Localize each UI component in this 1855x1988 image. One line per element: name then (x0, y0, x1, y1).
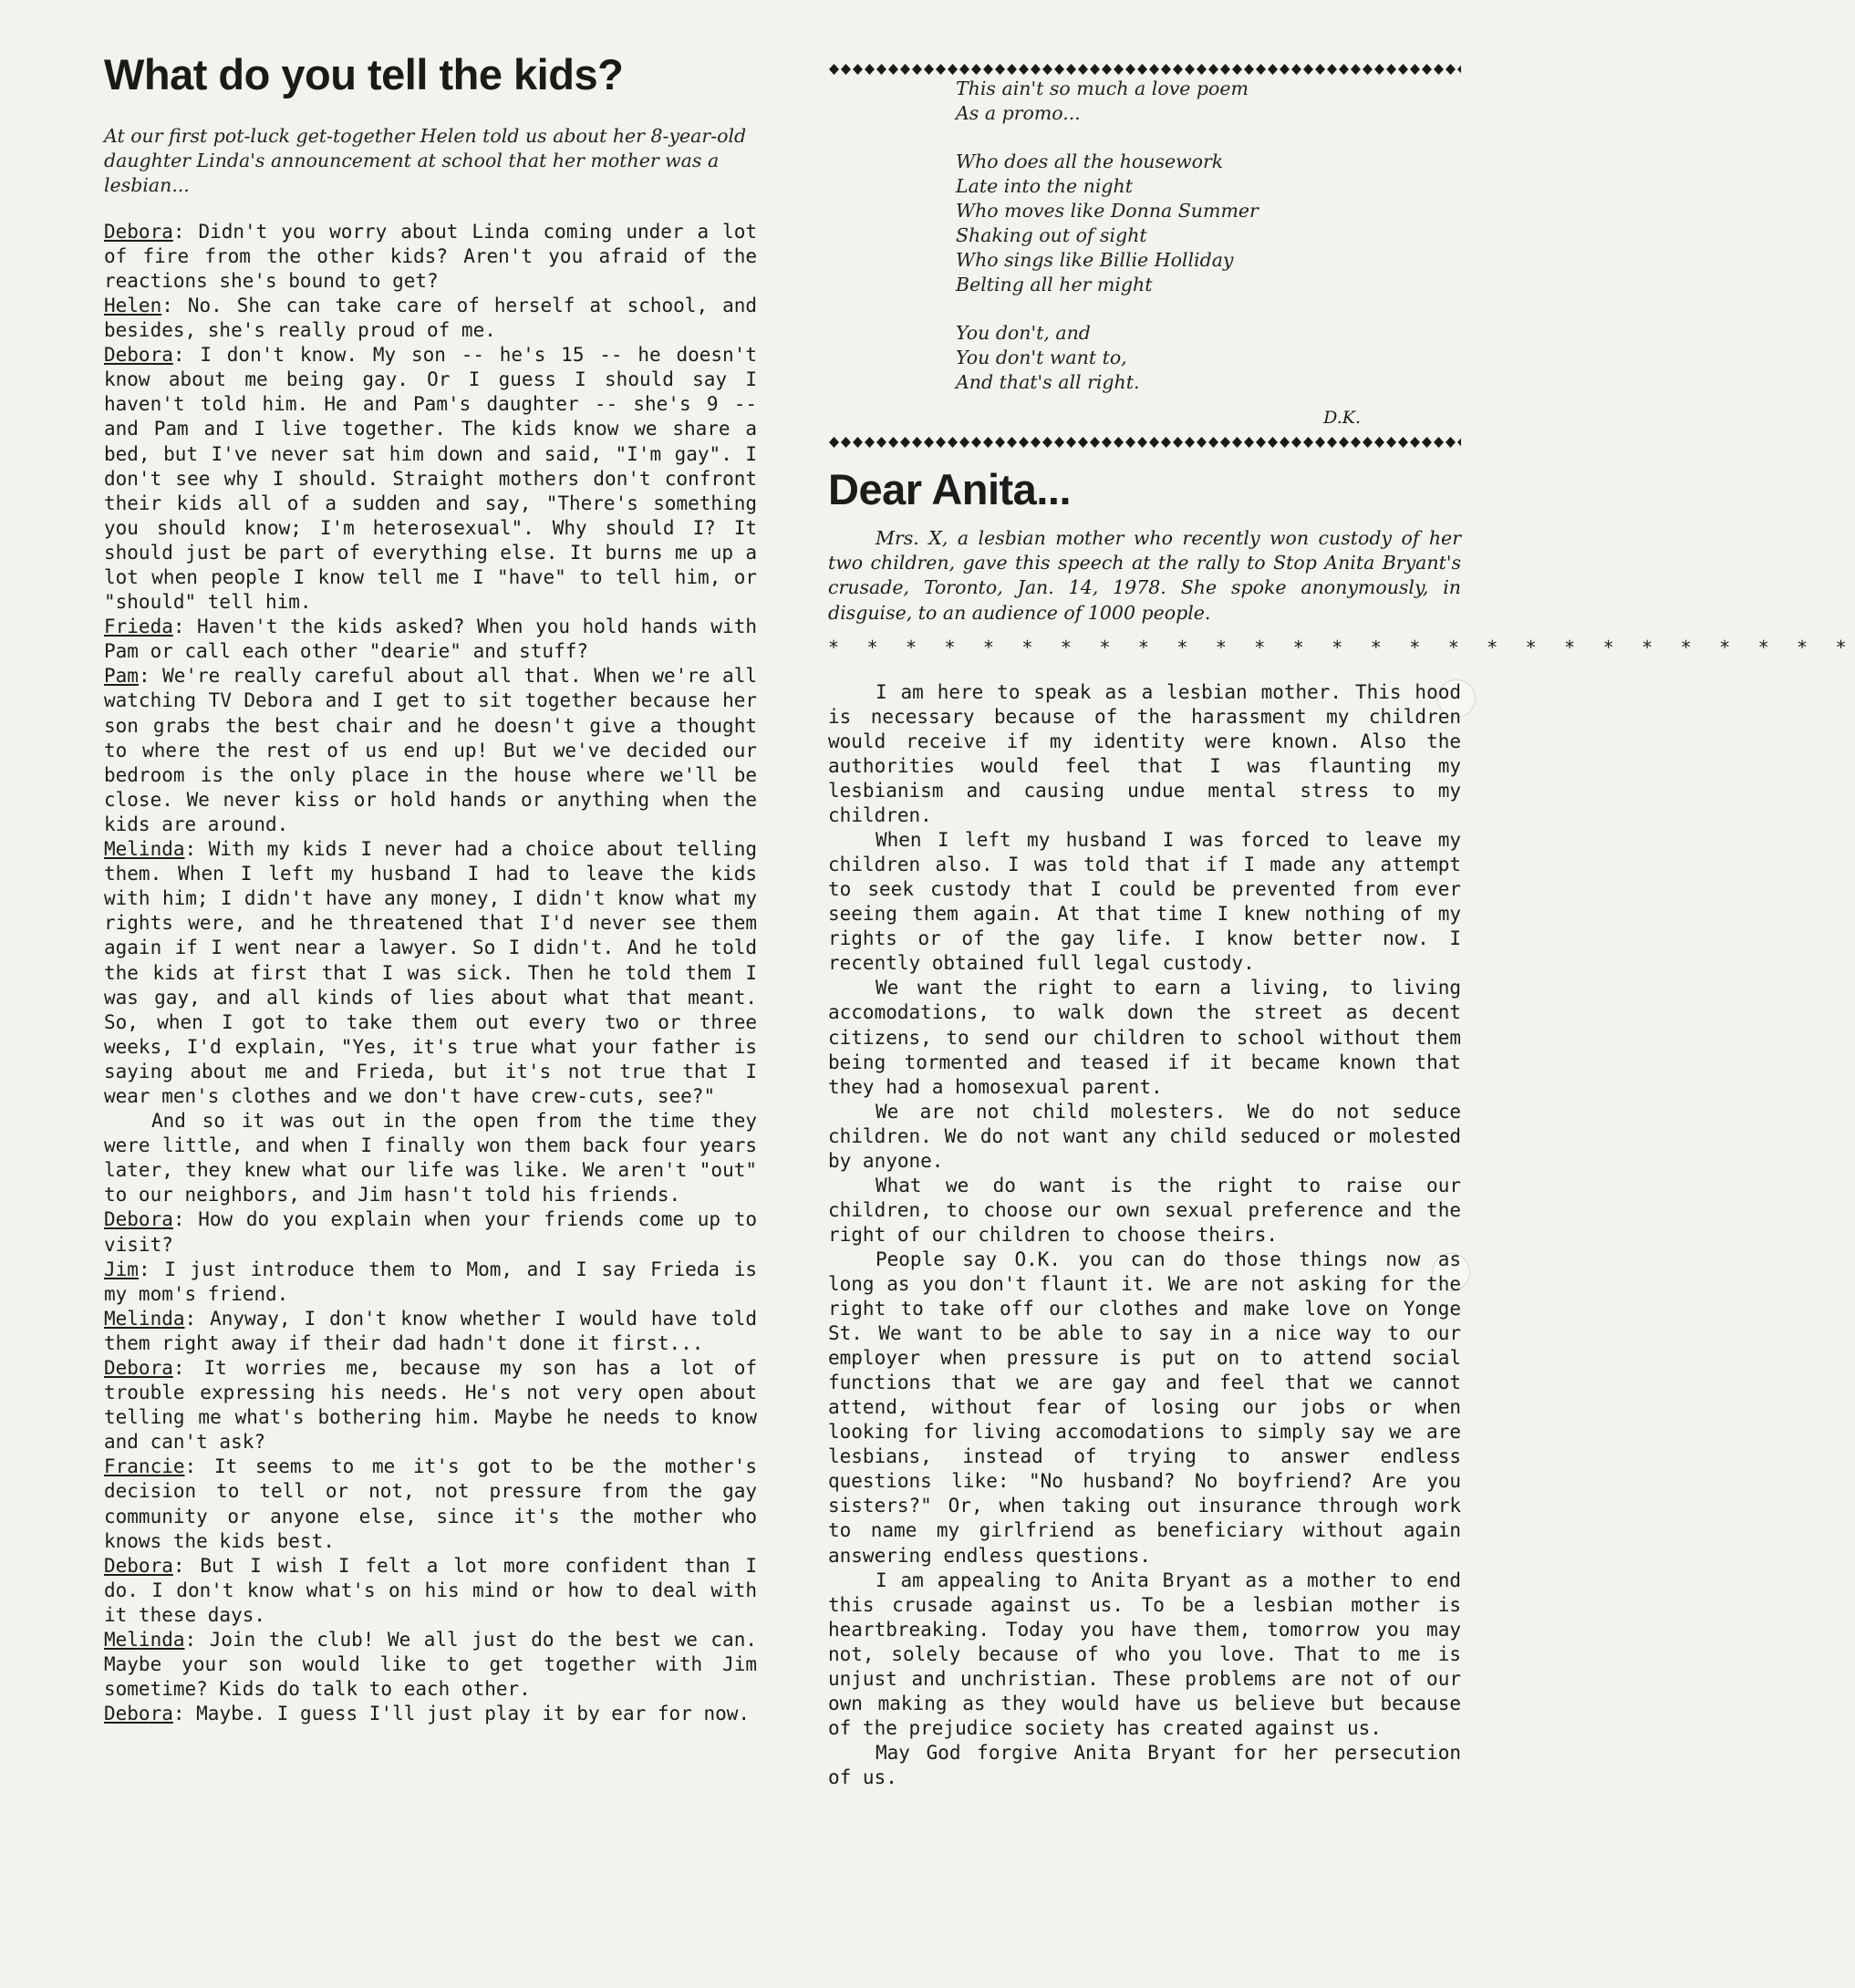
dialogue-turn (104, 220, 757, 294)
dialogue-turn (104, 664, 757, 837)
speech-paragraph: When I left my husband I was forced to leave my children also. I was told that if I made any attempt to seek custody that I could be prevented from ever seeing them again. At that time I knew nothing of my rights or of the gay life. I know better now. I recently obtained full legal custody. (828, 829, 1461, 975)
dialogue-text: It seems to me it's got to be the mother's decision to tell or not, not pressure from the gay community or anyone else, since it's the mother who knows the kids best. (104, 1455, 757, 1552)
poem (956, 77, 1461, 395)
speaker-colon: : (172, 1208, 199, 1231)
speech-paragraph: We want the right to earn a living, to living accomodations, to walk down the street as decent citizens, to send our children to school without them being tormented and teased if it became known that they had a homosexual parent. (828, 977, 1461, 1098)
dialogue-text: Maybe. I guess I'll just play it by ear for now. (196, 1703, 751, 1725)
article-headline: What do you tell the kids? (104, 50, 624, 98)
speaker-name: Debora (104, 1208, 173, 1231)
dialogue-text: We're really careful about all that. When we're all watching TV Debora and I get to sit together because her son grabs the best chair and he doesn't give a thought to where the rest of us end up! But we've decided our bedroom is the only place in the house where we'll be close. We never kiss or hold hands or anything when the kids are around. (104, 665, 757, 835)
speaker-colon: : (172, 1554, 201, 1577)
speaker-name: Debora (104, 1357, 173, 1379)
speaker-colon: : (172, 616, 198, 638)
dialogue-text: I just introduce them to Mom, and I say Frieda is my mom's friend. (104, 1258, 757, 1305)
dialogue-turn (104, 343, 757, 615)
speaker-name: Jim (104, 1258, 139, 1280)
dialogue-turn (104, 1207, 757, 1257)
poem-line: Who does all the housework (956, 150, 1224, 172)
speech-paragraph: What we do want is the right to raise our children, to choose our own sexual preference and the right of our children to choose theirs. (828, 1174, 1461, 1246)
speaker-name: Frieda (104, 616, 173, 638)
dialogue-text: But I wish I felt a lot more confident than I do. I don't know what's on his mind or how to deal with it these days. (104, 1554, 757, 1626)
dialogue-turn (104, 1628, 757, 1702)
poem-line: Who moves like Donna Summer (956, 200, 1259, 222)
speaker-colon: : (172, 1703, 197, 1725)
speaker-name: Francie (104, 1455, 185, 1478)
dialogue-turn (104, 615, 757, 664)
right-column (828, 62, 1855, 1790)
speaker-name: Debora (104, 1703, 173, 1725)
speaker-name: Melinda (104, 1307, 185, 1330)
dialogue-text: With my kids I never had a choice about telling them. When I left my husband I had to leave the kids with him; I didn't have any money, I didn't know what my rights were, and he threatened that I'd never see them again if I went near a lawyer. So I didn't. And he told the kids at first that I was sick. Then he told them I was gay, and all kinds of lies about what that meant. So, when I got to take them out every two or three weeks, I'd explain, "Yes, it's true what your father is saying about me and Frieda, but it's not true that I wear men's clothes and we don't have crew-cuts, see?" (104, 838, 757, 1107)
diamond-border (828, 62, 1461, 77)
dialogue-turn (104, 1554, 757, 1628)
speaker-name: Helen (104, 294, 162, 316)
speech-paragraph: We are not child molesters. We do not seduce children. We do not want any child seduced or molested by anyone. (828, 1100, 1461, 1172)
speech-paragraph: People say O.K. you can do those things now as long as you don't flaunt it. We are not asking for the right to take off our clothes and make love on Yonge St. We want to be able to say in a nice way to our employer when pressure is put on to attend social functions that we are gay and feel that we cannot attend, without fear of losing our jobs or when looking for living accomodations to simply say we are lesbians, instead of trying to answer endless questions like: "No husband? No boyfriend? Are you sisters?" Or, when taking out insurance through work to name my girlfriend as beneficiary without again answering endless questions. (828, 1248, 1461, 1567)
speech-intro: Mrs. X, a lesbian mother who recently won custody of her two children, gave this speech at the rally to Stop Anita Bryant's crusade, Toronto, Jan. 14, 1978. She spoke anonymously, in disguise, to an audience of 1000 people. (828, 526, 1461, 624)
diamond-border (828, 435, 1461, 450)
speaker-colon: : (161, 294, 188, 316)
poem-line: And that's all right. (956, 371, 1140, 393)
speaker-colon: : (184, 1307, 211, 1330)
speaker-name: Pam (104, 665, 139, 688)
speaker-name: Melinda (104, 838, 185, 861)
poem-line: As a promo... (956, 102, 1081, 124)
poem-line: You don't, and (956, 322, 1091, 344)
speaker-name: Melinda (104, 1629, 185, 1651)
dialogue-turn (104, 294, 757, 343)
speech-paragraph: May God forgive Anita Bryant for her persecution of us. (828, 1741, 1461, 1788)
dialogue-text: Join the club! We all just do the best we can. Maybe your son would like to get together with Jim sometime? Kids do talk to each other. (104, 1629, 757, 1701)
dialogue-text: Haven't the kids asked? When you hold hands with Pam or call each other "dearie" and stuff? (104, 616, 757, 663)
speaker-colon: : (172, 220, 199, 243)
dialogue-turn (104, 1455, 757, 1553)
speaker-colon: : (184, 1455, 214, 1478)
dialogue-turn (104, 837, 757, 1109)
dialogue (104, 220, 757, 1727)
star-divider: * * * * * * * * * * * * * * * * * * * * * * * * * * * (828, 636, 1855, 658)
dialogue-text: How do you explain when your friends come up to visit? (104, 1208, 757, 1256)
dialogue-turn (104, 1356, 757, 1455)
speaker-colon: : (138, 1258, 165, 1280)
speaker-colon: : (138, 665, 163, 688)
speaker-colon: : (172, 344, 201, 367)
speech-paragraph: I am here to speak as a lesbian mother. This hood is necessary because of the harassment my children would receive if my identity were known. Also the authorities would feel that I was flaunting my lesbianism and causing undue mental stress to my children. (828, 680, 1461, 827)
poem-line: This ain't so much a love poem (956, 78, 1249, 99)
speech-headline: Dear Anita... (828, 465, 1071, 513)
poem-stanza (956, 77, 1461, 126)
article-intro: At our first pot-luck get-together Helen told us about her 8-year-old daughter Linda's announcement at school that her mother was a lesbian... (104, 124, 747, 196)
diamond-divider-top (828, 62, 1461, 77)
speaker-name: Debora (104, 1554, 173, 1577)
speech-body (828, 680, 1461, 1790)
dialogue-turn (104, 1702, 757, 1726)
poem-line: Late into the night (956, 175, 1133, 197)
poem-line: Belting all her might (956, 274, 1153, 295)
dialogue-turn (104, 1307, 757, 1356)
speaker-name: Debora (104, 344, 173, 367)
dialogue-text: I don't know. My son -- he's 15 -- he doesn't know about me being gay. Or I guess I should say I haven't told him. He and Pam's daughter -- she's 9 -- and Pam and I live together. The kids know we share a bed, but I've never sat him down and said, "I'm gay". I don't see why I should. Straight mothers don't confront their kids all of a sudden and say, "There's something you should know; I'm heterosexual". Why should I? It should just be part of everything else. It burns me up a lot when people I know tell me I "have" to tell him, or "should" tell him. (104, 344, 757, 614)
diamond-divider-bottom (828, 435, 1461, 450)
poem-stanza (956, 150, 1461, 297)
poem-stanza (956, 321, 1461, 395)
poem-line: You don't want to, (956, 347, 1127, 368)
poem-line: Shaking out of sight (956, 224, 1147, 246)
dialogue-text: It worries me, because my son has a lot of trouble expressing his needs. He's not very open about telling me what's bothering him. Maybe he needs to know and can't ask? (104, 1357, 757, 1454)
left-column (104, 51, 757, 1726)
speaker-colon: : (184, 1629, 210, 1651)
speaker-name: Debora (104, 220, 173, 243)
dialogue-text: No. She can take care of herself at school, and besides, she's really proud of me. (104, 294, 757, 342)
dialogue-turn (104, 1258, 757, 1307)
dialogue-continuation: And so it was out in the open from the time they were little, and when I finally won them back four years later, they knew what our life was like. We aren't "out" to our neighbors, and Jim hasn't told his friends. (104, 1110, 757, 1206)
speech-paragraph: I am appealing to Anita Bryant as a mother to end this crusade against us. To be a lesbian mother is heartbreaking. Today you have them, tomorrow you may not, solely because of who you love. That to me is unjust and unchristian. These problems are not of our own making as they would have us believe but because of the prejudice society has created against us. (828, 1569, 1461, 1739)
speaker-colon: : (184, 838, 209, 861)
poem-line: Who sings like Billie Holliday (956, 249, 1234, 271)
dialogue-text: Didn't you worry about Linda coming under a lot of fire from the other kids? Aren't you afraid of the reactions she's bound to get? (104, 220, 757, 292)
poem-signature: D.K. (1323, 408, 1361, 428)
dialogue-text: Anyway, I don't know whether I would have told them right away if their dad hadn't done it first... (104, 1307, 757, 1354)
speaker-colon: : (172, 1357, 204, 1379)
